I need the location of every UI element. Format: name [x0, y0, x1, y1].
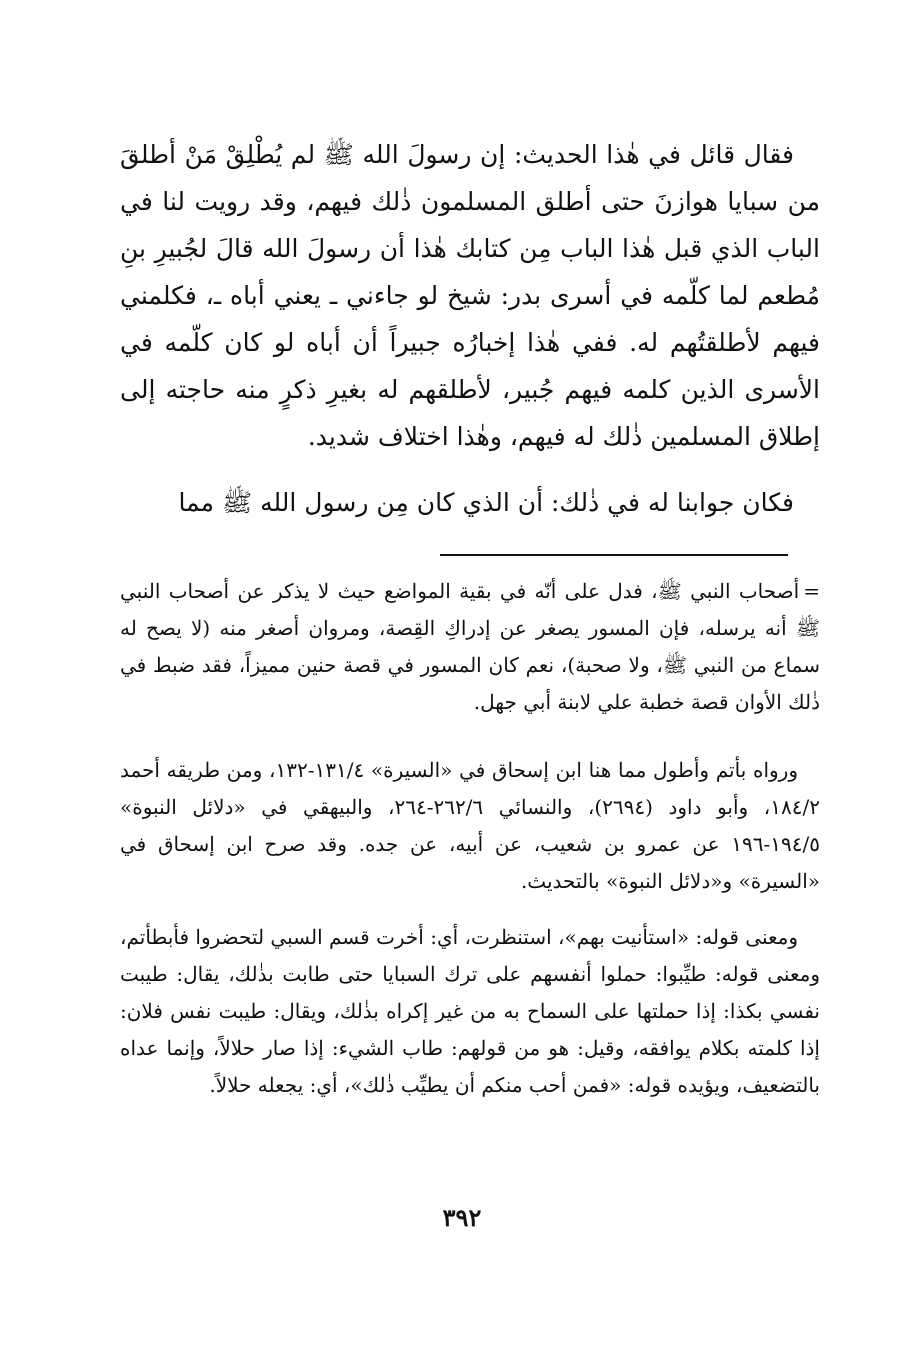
footnote-paragraph-1	[120, 573, 820, 721]
footnote-separator	[440, 554, 788, 556]
main-paragraph-1: فقال قائل في هٰذا الحديث: إن رسولَ الله ﷺ لم يُطْلِقْ مَنْ أطلقَ من سبايا هوازنَ حتى أطلق المسلمون ذٰلك فيهم، وقد رويت لنا في الباب الذي قبل هٰذا الباب مِن كتابك هٰذا أن رسولَ الله قالَ لجُبيرِ بنِ مُطعم لما كلّمه في أسرى بدر: شيخ لو جاءني ـ يعني أباه ـ، فكلمني فيهم لأطلقتُهم له. ففي هٰذا إخبارُه جبيراً أن أباه لو كان كلّمه في الأسرى الذين كلمه فيهم جُبير، لأطلقهم له بغيرِ ذكرٍ منه حاجته إلى إطلاق المسلمين ذٰلك له فيهم، وهٰذا اختلاف شديد.	[120, 140, 820, 451]
page-number: ٣٩٢	[442, 1203, 482, 1232]
footnote-paragraph-3: ومعنى قوله: «استأنيت بهم»، استنظرت، أي: أخرت قسم السبي لتحضروا فأبطأتم، ومعنى قوله: طيِّبوا: حملوا أنفسهم على ترك السبايا حتى طابت بذٰلك، يقال: طيبت نفسي بكذا: إذا حملتها على السماح به من غير إكراه بذٰلك، ويقال: طيبت نفس فلان: إذا كلمته بكلام يوافقه، وقيل: هو من قولهم: طاب الشيء: إذا صار حلالاً، وإنما عداه بالتضعيف، ويؤيده قوله: «فمن أحب منكم أن يطيِّب ذٰلك»، أي: يجعله حلالاً.	[120, 925, 820, 1097]
footnote-paragraph-2: ورواه بأتم وأطول مما هنا ابن إسحاق في «السيرة» ١٣١/٤-١٣٢، ومن طريقه أحمد ١٨٤/٢، وأبو داود (٢٦٩٤)، والنسائي ٢٦٢/٦-٢٦٤، والبيهقي في «دلائل النبوة» ١٩٤/٥-١٩٦ عن عمرو بن شعيب، عن أبيه، عن جده. وقد صرح ابن إسحاق في «السيرة» و«دلائل النبوة» بالتحديث.	[120, 758, 820, 893]
main-text-block-1	[120, 131, 820, 460]
footnote-continuation-mark: =	[803, 579, 820, 603]
footnote-block-2	[120, 752, 820, 900]
footnote-block-1	[120, 573, 820, 721]
main-text-block-2	[120, 479, 820, 526]
main-paragraph-2: فكان جوابنا له في ذٰلك: أن الذي كان مِن رسول الله ﷺ مما	[178, 488, 794, 517]
footnote-paragraph-1-text: أصحاب النبي ﷺ، فدل على أنّه في بقية المواضع حيث لا يذكر عن أصحاب النبي ﷺ أنه يرسله، فإن المسور يصغر عن إدراكِ القِصة، ومروان أصغر منه (لا يصح له سماع من النبي ﷺ، ولا صحبة)، نعم كان المسور في قصة حنين مميزاً، فقد ضبط في ذٰلك الأوان قصة خطبة علي لابنة أبي جهل.	[120, 579, 820, 714]
footnote-block-3	[120, 919, 820, 1104]
